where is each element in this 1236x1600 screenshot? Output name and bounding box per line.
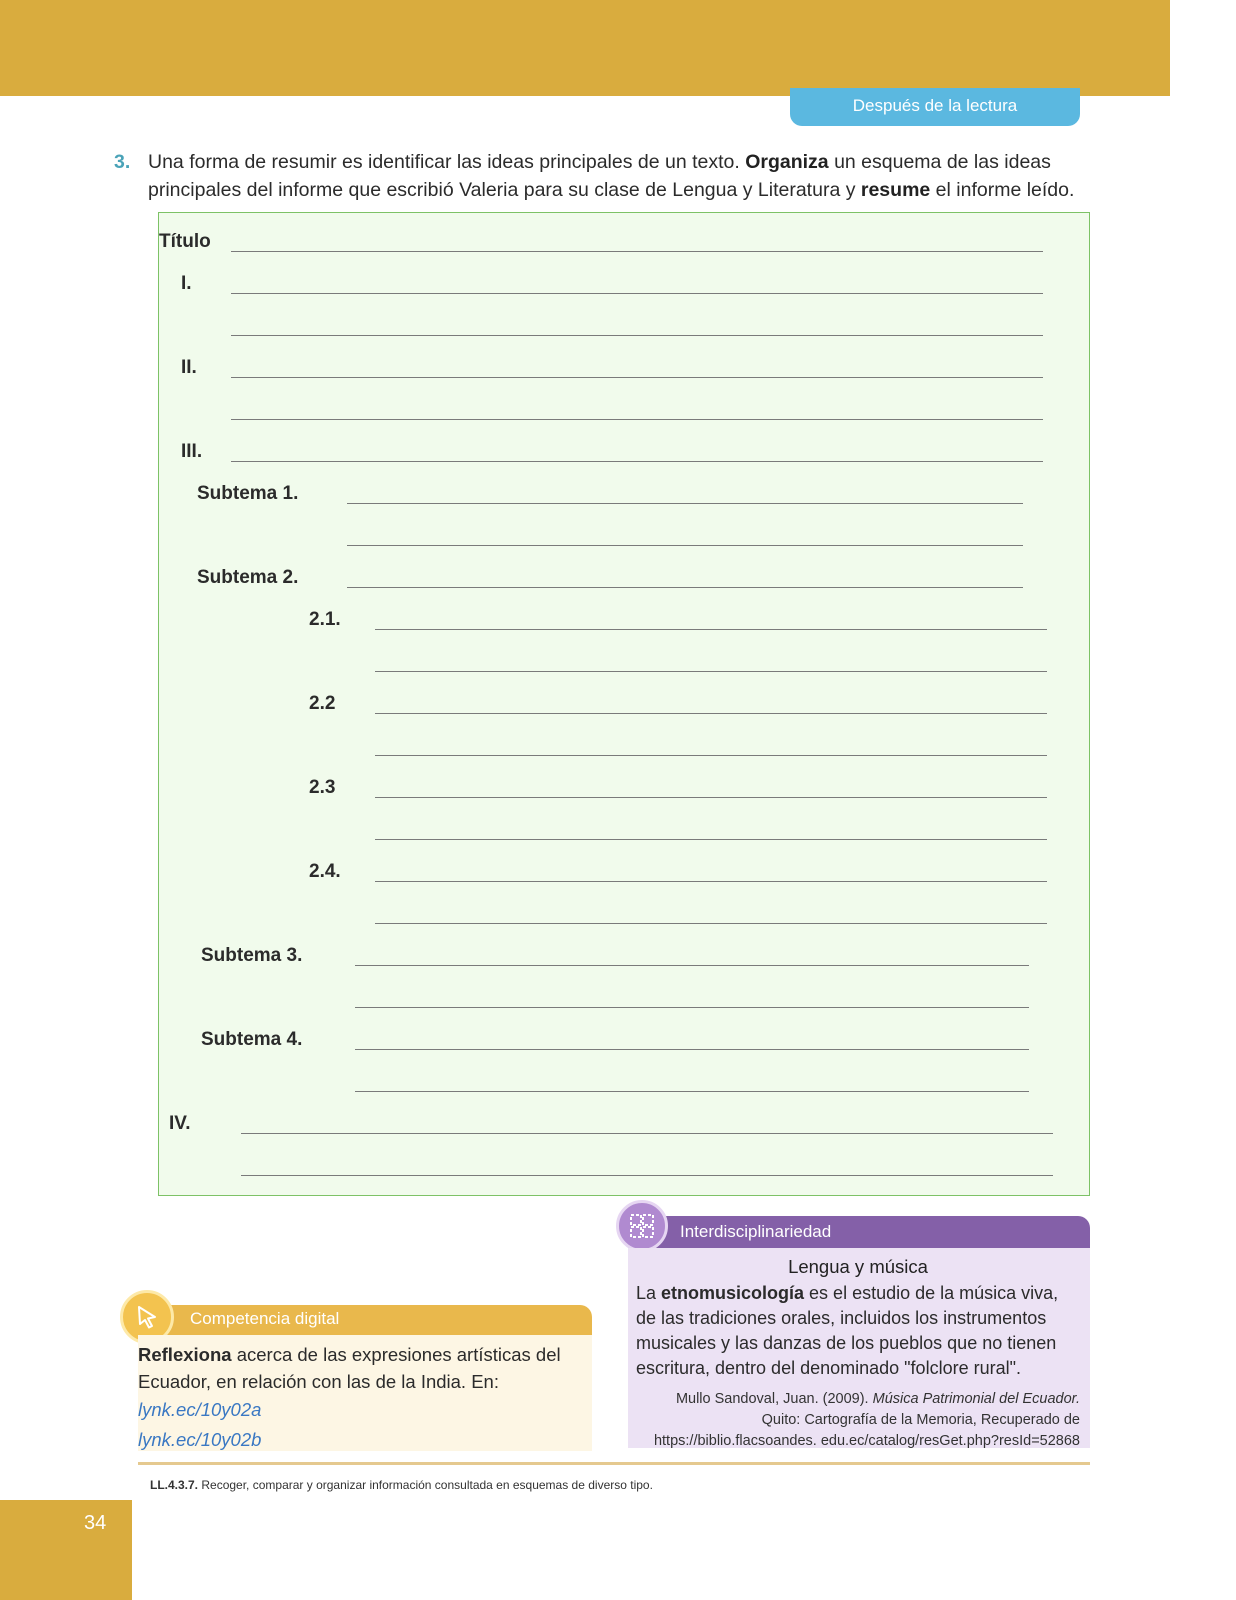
section-iv-label: IV. xyxy=(169,1113,191,1134)
section-iii-label: III. xyxy=(181,441,203,462)
section-iii-answer-line[interactable] xyxy=(231,461,1043,462)
puzzle-icon xyxy=(616,1200,668,1252)
subpoint-2-4-answer-line[interactable] xyxy=(375,923,1047,924)
subpoint-2-4-answer-line[interactable] xyxy=(375,881,1047,882)
source-rest: Quito: Cartografía de la Memoria, Recuperado de https://biblio.flacsoandes. edu.ec/catalog/resGet.php?resId=52868 xyxy=(653,1412,1080,1449)
instruction-text-3: el informe leído. xyxy=(930,179,1075,201)
interdisciplinariedad-subtitle: Lengua y música xyxy=(788,1256,928,1277)
subpoint-2-2-answer-line[interactable] xyxy=(375,755,1047,756)
subtema-3-answer-line[interactable] xyxy=(355,1007,1029,1008)
subpoint-2-3-answer-line[interactable] xyxy=(375,797,1047,798)
section-ii-answer-line[interactable] xyxy=(231,419,1043,420)
instruction-text xyxy=(148,148,1084,204)
puzzle-icon-glyph xyxy=(628,1212,656,1240)
competencia-title: Competencia digital xyxy=(190,1309,340,1328)
inter-text-2: es el estudio de la música viva, de las tradiciones orales, incluidos los instrumentos musicales y las danzas de los pueblos que no tienen escritura, dentro del denominado "folclore rural". xyxy=(636,1283,1059,1378)
titulo-answer-line[interactable] xyxy=(231,251,1043,252)
subtema-4-answer-line[interactable] xyxy=(355,1049,1029,1050)
competencia-text xyxy=(138,1341,592,1395)
competencia-body xyxy=(138,1335,592,1451)
section-ii-answer-line[interactable] xyxy=(231,377,1043,378)
subpoint-2-2-answer-line[interactable] xyxy=(375,713,1047,714)
instruction xyxy=(114,148,1084,204)
outline-box xyxy=(158,212,1090,1196)
competencia-header xyxy=(138,1305,592,1335)
source-author: Mullo Sandoval, Juan. (2009). xyxy=(675,1391,873,1407)
section-iv-answer-line[interactable] xyxy=(241,1175,1053,1176)
subpoint-2-1-answer-line[interactable] xyxy=(375,671,1047,672)
page-number-box xyxy=(0,1500,132,1600)
competencia-text-rest: acerca de las expresiones artísticas del Ecuador, en relación con las de la India. En: xyxy=(138,1344,561,1392)
subtema-4-answer-line[interactable] xyxy=(355,1091,1029,1092)
section-i-answer-line[interactable] xyxy=(231,335,1043,336)
footer-criterion xyxy=(150,1478,653,1492)
subtema-4-label: Subtema 4. xyxy=(201,1029,303,1050)
cursor-icon-glyph xyxy=(134,1304,160,1330)
subtema-1-answer-line[interactable] xyxy=(347,545,1023,546)
instruction-bold-organiza: Organiza xyxy=(745,151,829,173)
interdisciplinariedad-body xyxy=(628,1248,1090,1448)
interdisciplinariedad-header xyxy=(628,1216,1090,1248)
section-i-label: I. xyxy=(181,273,192,294)
inter-text-1: La xyxy=(636,1283,662,1303)
section-i-answer-line[interactable] xyxy=(231,293,1043,294)
subpoint-2-2-label: 2.2 xyxy=(309,693,336,714)
page-number: 34 xyxy=(84,1512,107,1534)
footer-code: LL.4.3.7. xyxy=(150,1478,199,1492)
subpoint-2-1-label: 2.1. xyxy=(309,609,341,630)
inter-bold-etnomusicologia: etnomusicología xyxy=(661,1283,805,1303)
top-banner xyxy=(0,0,1170,96)
subpoint-2-4-label: 2.4. xyxy=(309,861,341,882)
subtema-2-answer-line[interactable] xyxy=(347,587,1023,588)
subtema-2-label: Subtema 2. xyxy=(197,567,299,588)
interdisciplinariedad-text xyxy=(636,1281,1080,1381)
subpoint-2-3-label: 2.3 xyxy=(309,777,336,798)
subtema-3-answer-line[interactable] xyxy=(355,965,1029,966)
instruction-text-2: un esquema de las ideas principales del informe que escribió Valeria para su clase de Lengua y Literatura y xyxy=(148,151,1051,201)
interdisciplinariedad-source xyxy=(636,1389,1080,1452)
footer-divider xyxy=(138,1462,1090,1465)
footer-description: Recoger, comparar y organizar información consultada en esquemas de diverso tipo. xyxy=(198,1478,653,1492)
instruction-number: 3. xyxy=(114,151,131,173)
instruction-bold-resume: resume xyxy=(860,179,931,201)
subtema-1-label: Subtema 1. xyxy=(197,483,299,504)
section-iv-answer-line[interactable] xyxy=(241,1133,1053,1134)
subpoint-2-3-answer-line[interactable] xyxy=(375,839,1047,840)
subtema-3-label: Subtema 3. xyxy=(201,945,303,966)
competencia-link-2[interactable]: lynk.ec/10y02b xyxy=(138,1429,262,1450)
section-ii-label: II. xyxy=(181,357,197,378)
subpoint-2-1-answer-line[interactable] xyxy=(375,629,1047,630)
instruction-text-1: Una forma de resumir es identificar las ideas principales de un texto. xyxy=(148,151,746,173)
source-title: Música Patrimonial del Ecuador. xyxy=(872,1391,1080,1407)
section-tab: Después de la lectura xyxy=(790,88,1080,126)
interdisciplinariedad-title: Interdisciplinariedad xyxy=(680,1222,832,1241)
competencia-bold: Reflexiona xyxy=(138,1344,232,1365)
subtema-1-answer-line[interactable] xyxy=(347,503,1023,504)
competencia-link-1[interactable]: lynk.ec/10y02a xyxy=(138,1399,262,1420)
titulo-label: Título xyxy=(159,231,211,252)
